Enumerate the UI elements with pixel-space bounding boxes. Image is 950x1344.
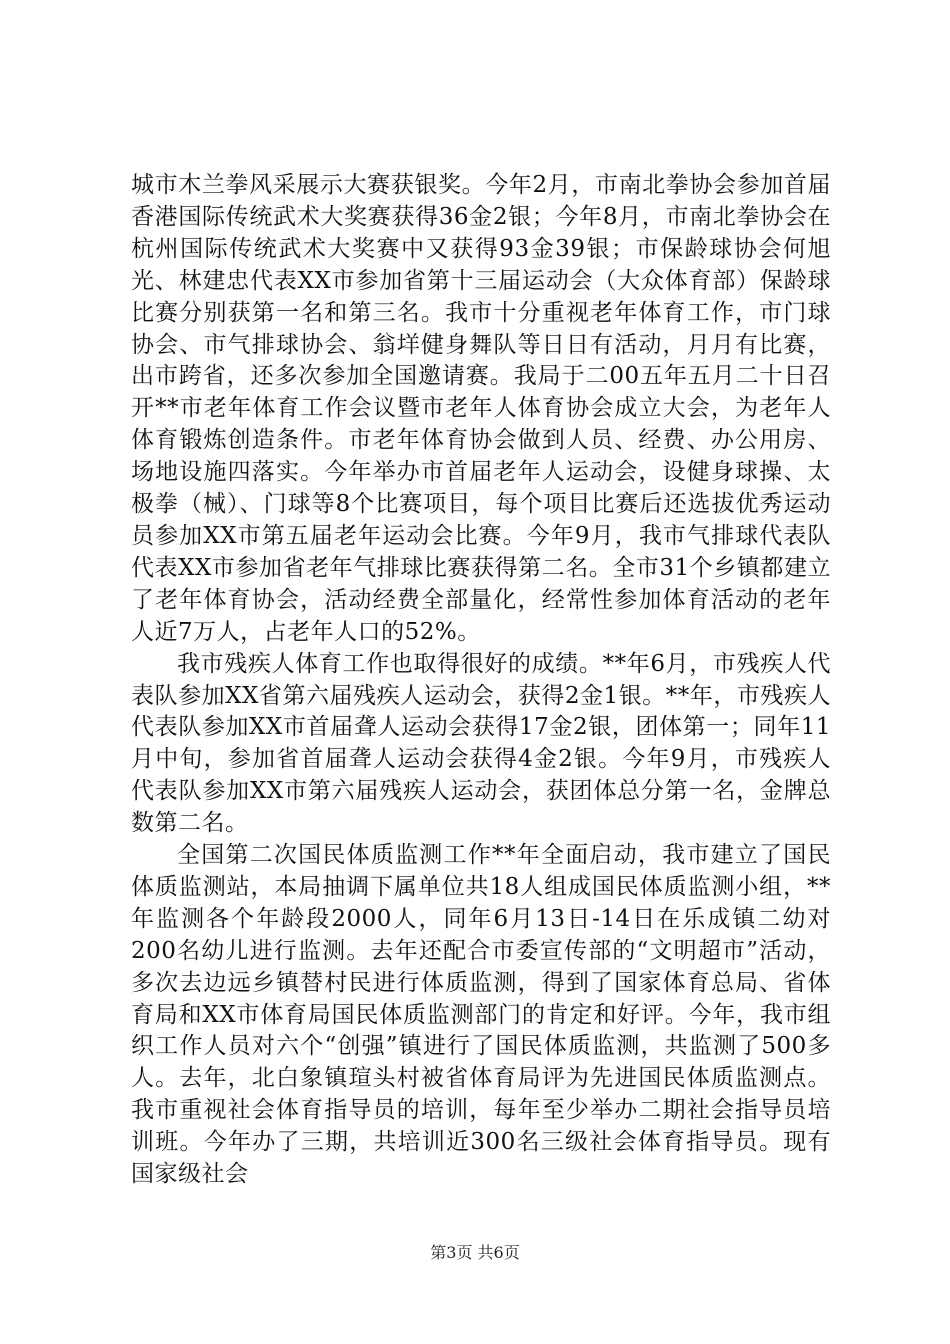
body-text: [131, 170, 831, 1191]
paragraph-2: 我市残疾人体育工作也取得很好的成绩。**年6月，市残疾人代表队参加XX省第六届残疾人运动会，获得2金1银。**年，市残疾人代表队参加XX市首届聋人运动会获得17金2银，团体第一；同年11月中旬，参加省首届聋人运动会获得4金2银。今年9月，市残疾人代表队参加XX市第六届残疾人运动会，获团体总分第一名，金牌总数第二名。: [131, 650, 831, 837]
paragraph-3: 全国第二次国民体质监测工作**年全面启动，我市建立了国民体质监测站，本局抽调下属单位共18人组成国民体质监测小组，**年监测各个年龄段2000人，同年6月13日-14日在乐成镇二幼对200名幼儿进行监测。去年还配合市委宣传部的“文明超市”活动，多次去边远乡镇替村民进行体质监测，得到了国家体育总局、省体育局和XX市体育局国民体质监测部门的肯定和好评。今年，我市组织工作人员对六个“创强”镇进行了国民体质监测，共监测了500多人。去年，北白象镇瑄头村被省体育局评为先进国民体质监测点。我市重视社会体育指导员的培训，每年至少举办二期社会指导员培训班。今年办了三期，共培训近300名三级社会体育指导员。现有国家级社会: [131, 842, 831, 1188]
page-footer: 第3页 共6页: [430, 1243, 520, 1262]
paragraph-1: 城市木兰拳风采展示大赛获银奖。今年2月，市南北拳协会参加首届香港国际传统武术大奖赛获得36金2银；今年8月，市南北拳协会在杭州国际传统武术大奖赛中又获得93金39银；市保龄球协会何旭光、林建忠代表XX市参加省第十三届运动会（大众体育部）保龄球比赛分别获第一名和第三名。我市十分重视老年体育工作，市门球协会、市气排球协会、翁垟健身舞队等日日有活动，月月有比赛，出市跨省，还多次参加全国邀请赛。我局于二00五年五月二十日召开**市老年体育工作会议暨市老年人体育协会成立大会，为老年人体育锻炼创造条件。市老年体育协会做到人员、经费、办公用房、场地设施四落实。今年举办市首届老年人运动会，设健身球操、太极拳（械）、门球等8个比赛项目，每个项目比赛后还选拔优秀运动员参加XX市第五届老年运动会比赛。今年9月，我市气排球代表队代表XX市参加省老年气排球比赛获得第二名。全市31个乡镇都建立了老年体育协会，活动经费全部量化，经常性参加体育活动的老年人近7万人，占老年人口的52%。: [131, 172, 831, 645]
